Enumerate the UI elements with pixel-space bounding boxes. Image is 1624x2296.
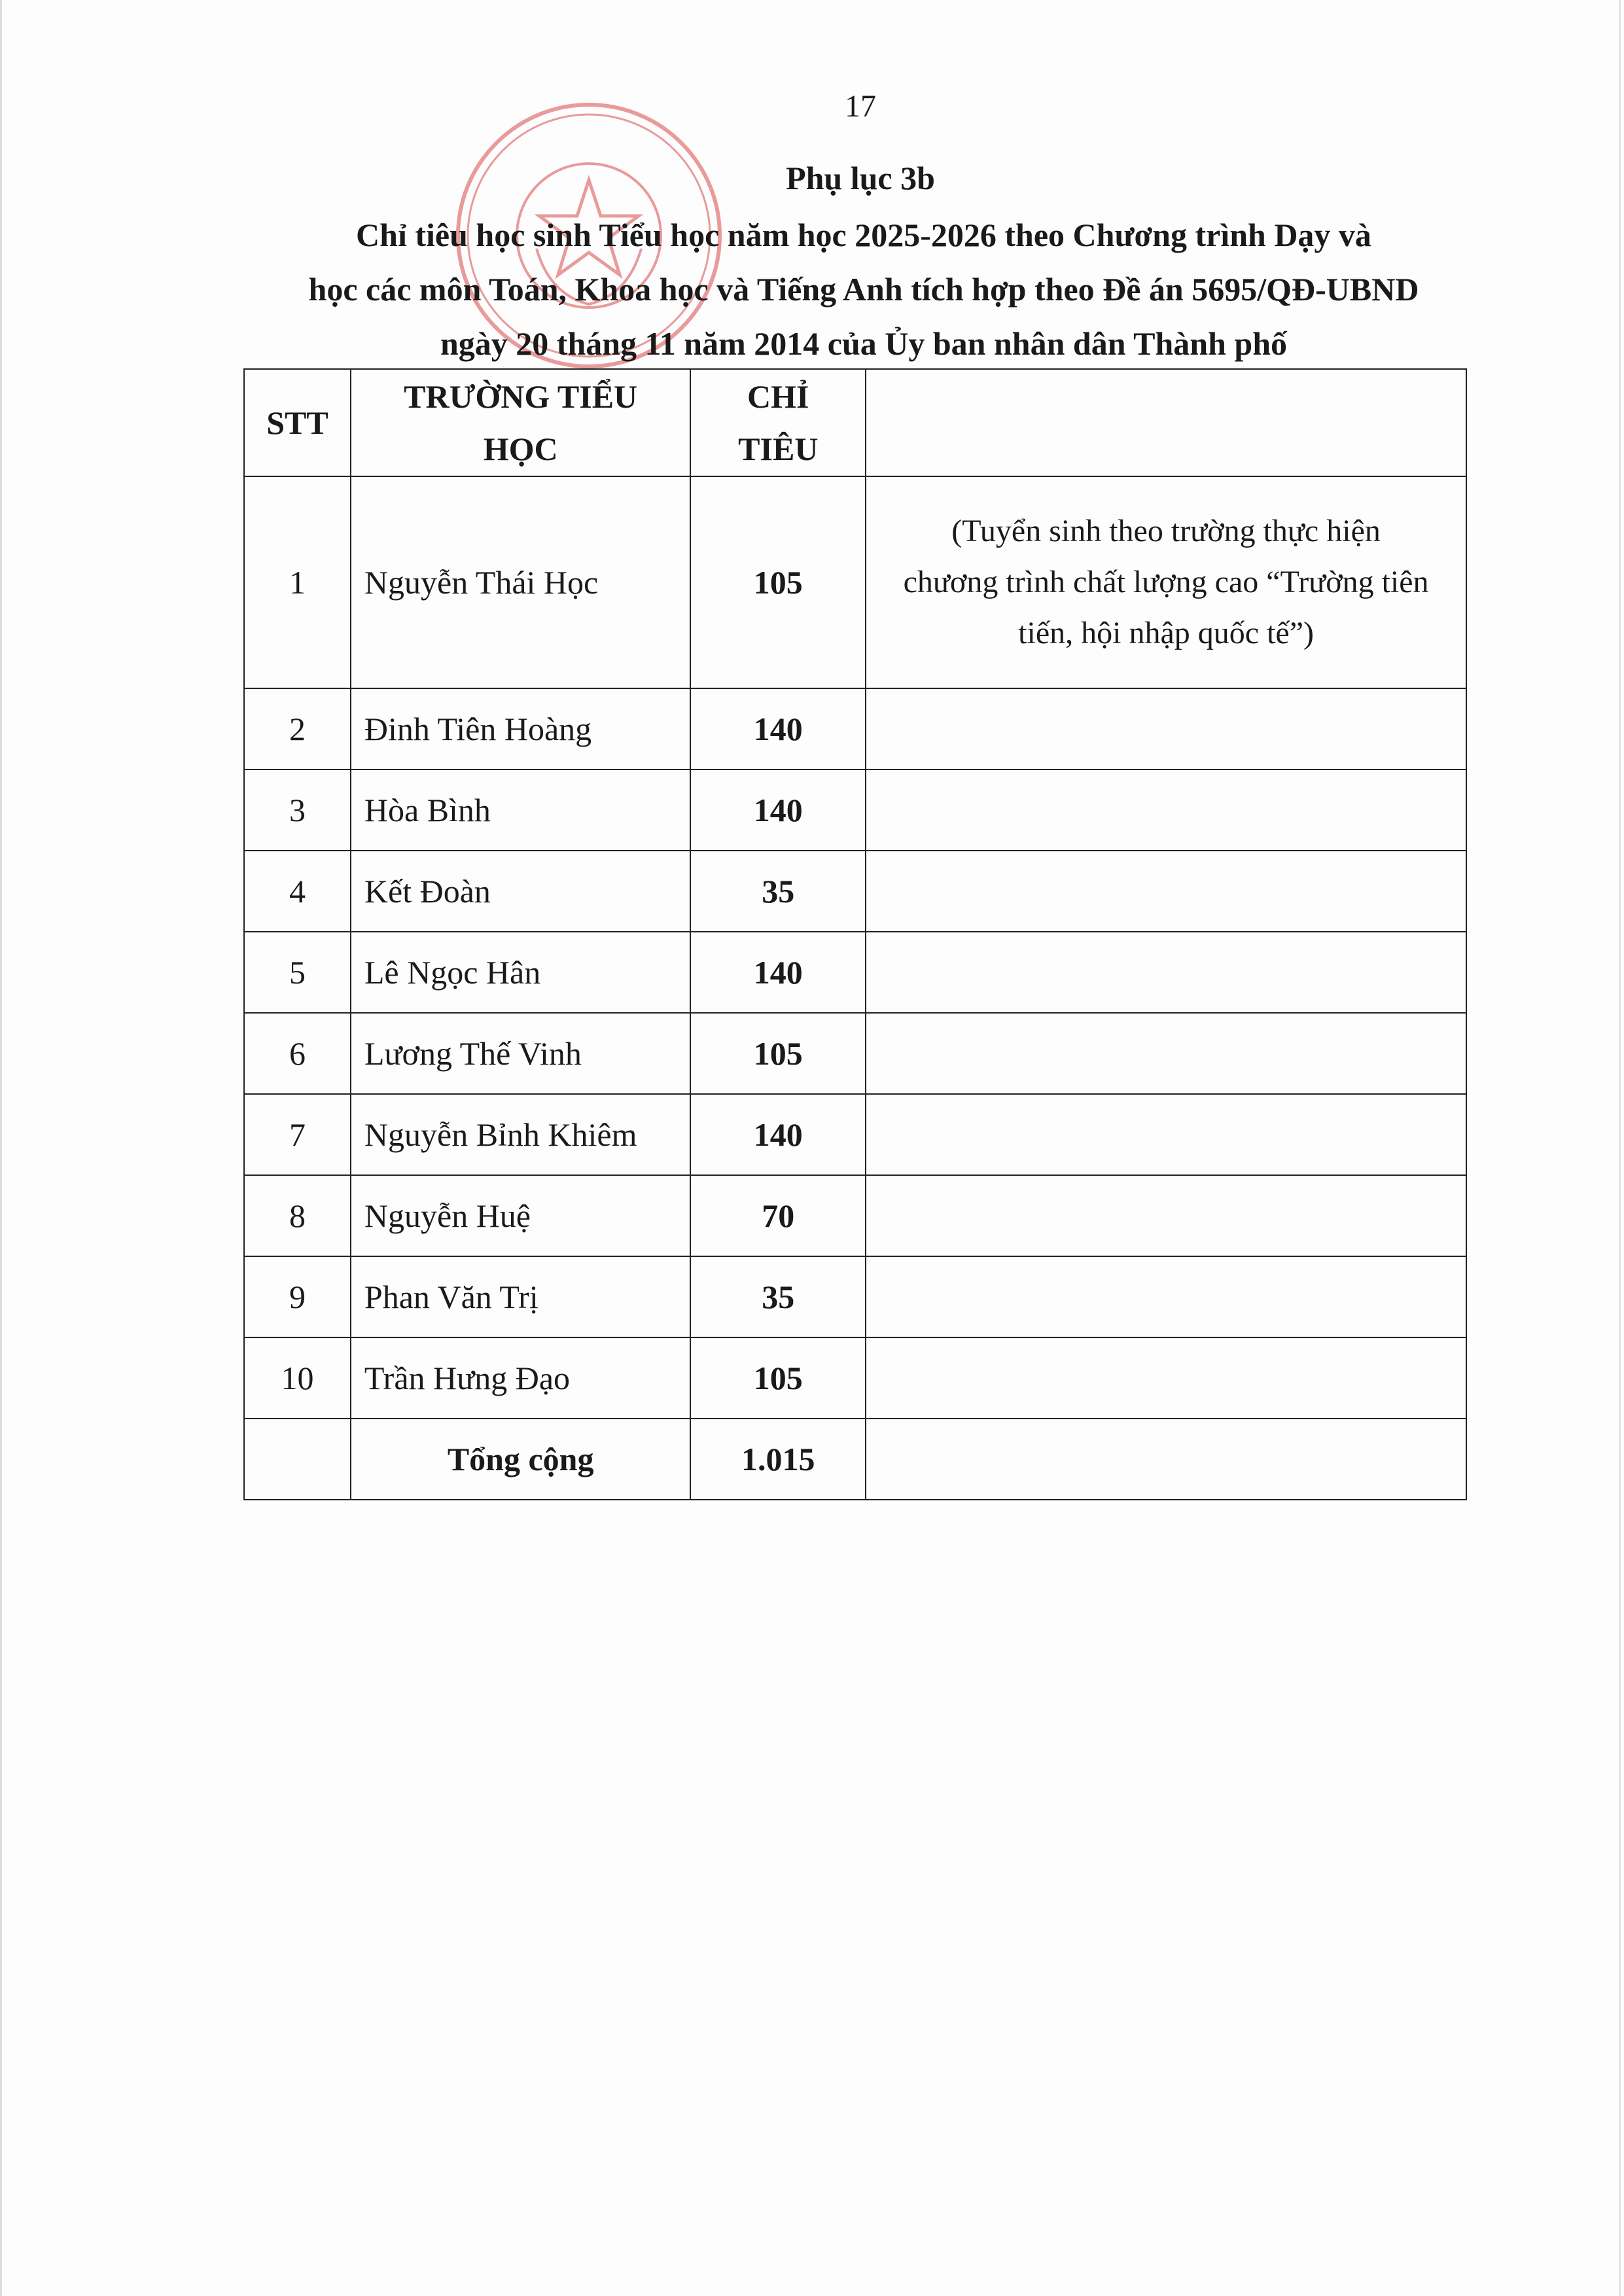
row-quota: 140 — [690, 769, 866, 851]
row-quota: 105 — [690, 1337, 866, 1419]
note-line-2: chương trình chất lượng cao “Trường tiên — [903, 565, 1429, 599]
row-note — [866, 1094, 1466, 1175]
row-school: Phan Văn Trị — [351, 1256, 691, 1337]
note-line-1: (Tuyển sinh theo trường thực hiện — [951, 514, 1381, 548]
row-quota: 70 — [690, 1175, 866, 1256]
header-school-line-1: TRƯỜNG TIỂU — [404, 378, 638, 415]
table-header-row — [244, 369, 1466, 476]
scan-margin-mark — [1619, 0, 1621, 2296]
row-stt: 9 — [244, 1256, 351, 1337]
row-quota: 35 — [690, 851, 866, 932]
row-note — [866, 688, 1466, 769]
total-note — [866, 1419, 1466, 1500]
row-quota: 140 — [690, 688, 866, 769]
row-note — [866, 851, 1466, 932]
row-stt: 6 — [244, 1013, 351, 1094]
row-quota: 105 — [690, 476, 866, 688]
header-note — [866, 369, 1466, 476]
row-school: Kết Đoàn — [351, 851, 691, 932]
header-quota-line-2: TIÊU — [738, 431, 819, 467]
total-value: 1.015 — [690, 1419, 866, 1500]
table-row — [244, 932, 1466, 1013]
table-row — [244, 688, 1466, 769]
row-stt: 7 — [244, 1094, 351, 1175]
row-quota: 140 — [690, 1094, 866, 1175]
row-school: Nguyễn Bỉnh Khiêm — [351, 1094, 691, 1175]
header-stt: STT — [244, 369, 351, 476]
header-school-line-2: HỌC — [483, 431, 558, 467]
heading-line-3: ngày 20 tháng 11 năm 2014 của Ủy ban nhân dân Thành phố — [440, 325, 1288, 362]
row-stt: 4 — [244, 851, 351, 932]
row-school: Lê Ngọc Hân — [351, 932, 691, 1013]
row-stt: 1 — [244, 476, 351, 688]
row-school: Đinh Tiên Hoàng — [351, 688, 691, 769]
document-heading — [222, 208, 1505, 371]
table-row — [244, 1013, 1466, 1094]
row-note — [866, 476, 1466, 688]
header-quota-line-1: CHỈ — [747, 378, 809, 415]
row-note — [866, 932, 1466, 1013]
row-school: Nguyễn Huệ — [351, 1175, 691, 1256]
row-stt: 10 — [244, 1337, 351, 1419]
note-line-3: tiến, hội nhập quốc tế”) — [1018, 616, 1315, 650]
row-school: Hòa Bình — [351, 769, 691, 851]
table-row — [244, 851, 1466, 932]
row-stt: 5 — [244, 932, 351, 1013]
row-stt: 3 — [244, 769, 351, 851]
table-row — [244, 476, 1466, 688]
row-stt: 2 — [244, 688, 351, 769]
total-stt — [244, 1419, 351, 1500]
scan-margin-mark — [0, 0, 2, 2296]
quota-table — [243, 368, 1467, 1500]
table-row — [244, 1256, 1466, 1337]
row-quota: 140 — [690, 932, 866, 1013]
row-note — [866, 1337, 1466, 1419]
row-note — [866, 1013, 1466, 1094]
appendix-title: Phụ lục 3b — [786, 160, 935, 196]
page-number: 17 — [845, 89, 876, 124]
table-row — [244, 1094, 1466, 1175]
table-row — [244, 769, 1466, 851]
row-quota: 35 — [690, 1256, 866, 1337]
heading-line-2: học các môn Toán, Khoa học và Tiếng Anh tích hợp theo Đề án 5695/QĐ-UBND — [308, 271, 1419, 308]
row-note — [866, 1256, 1466, 1337]
table-row — [244, 1337, 1466, 1419]
row-note — [866, 1175, 1466, 1256]
row-stt: 8 — [244, 1175, 351, 1256]
heading-line-1: Chỉ tiêu học sinh Tiểu học năm học 2025-2026 theo Chương trình Dạy và — [356, 217, 1371, 253]
header-quota — [690, 369, 866, 476]
row-school: Nguyễn Thái Học — [351, 476, 691, 688]
row-quota: 105 — [690, 1013, 866, 1094]
row-note — [866, 769, 1466, 851]
table-total-row — [244, 1419, 1466, 1500]
total-label: Tổng cộng — [351, 1419, 691, 1500]
row-school: Trần Hưng Đạo — [351, 1337, 691, 1419]
row-school: Lương Thế Vinh — [351, 1013, 691, 1094]
header-school — [351, 369, 691, 476]
table-row — [244, 1175, 1466, 1256]
